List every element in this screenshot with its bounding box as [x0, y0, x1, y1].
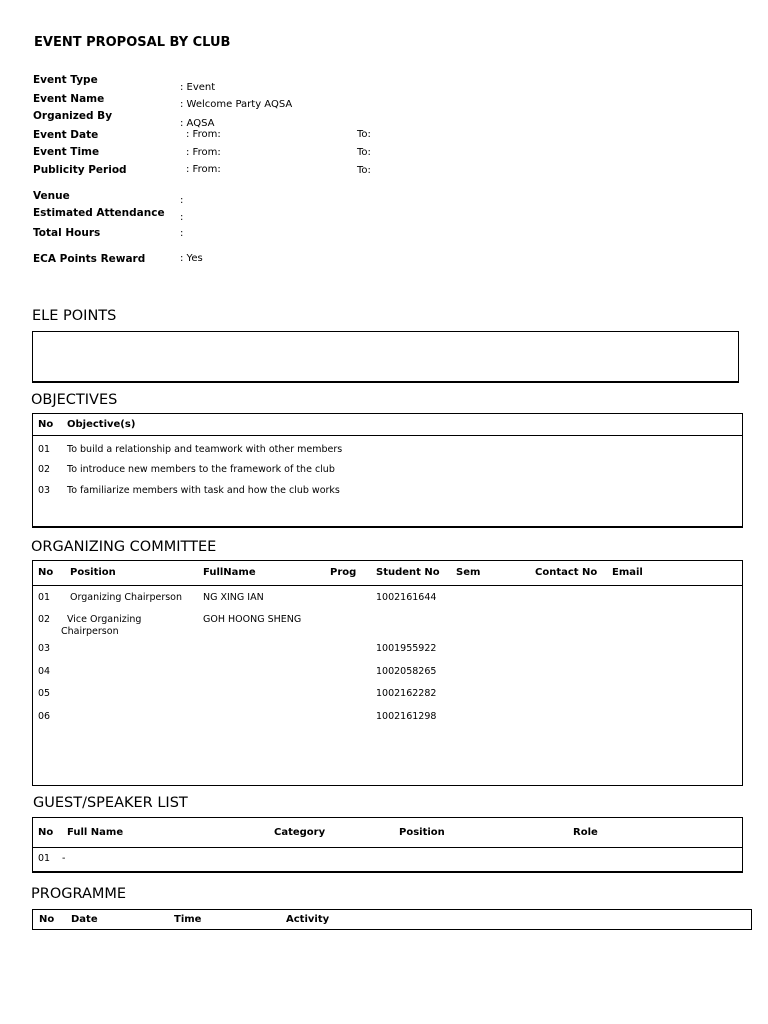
- row-student-no: 1002162282: [376, 688, 437, 699]
- row-no: 04: [38, 666, 51, 677]
- col-email: Email: [612, 567, 643, 578]
- row-no: 01: [38, 853, 51, 864]
- event-date-label: Event Date: [33, 129, 99, 141]
- row-position: Vice Organizing: [67, 614, 142, 625]
- event-name-label: Event Name: [33, 93, 105, 105]
- row-objective: To build a relationship and teamwork with other members: [67, 444, 343, 455]
- organized-by-label: Organized By: [33, 110, 113, 122]
- estimated-attendance-value: :: [180, 212, 184, 223]
- guests-heading: GUEST/SPEAKER LIST: [33, 795, 188, 811]
- col-time: Time: [174, 914, 202, 925]
- col-no: No: [38, 419, 54, 430]
- committee-heading: ORGANIZING COMMITTEE: [31, 539, 217, 555]
- committee-table: [32, 560, 743, 786]
- col-role: Role: [573, 827, 598, 838]
- col-prog: Prog: [330, 567, 357, 578]
- programme-table: [32, 909, 752, 930]
- col-activity: Activity: [286, 914, 330, 925]
- row-no: 02: [38, 464, 51, 475]
- row-position-line2: Chairperson: [61, 626, 119, 637]
- organized-by-value: : AQSA: [180, 118, 215, 129]
- row-no: 05: [38, 688, 51, 699]
- col-no: No: [39, 914, 55, 925]
- event-type-value: : Event: [180, 82, 216, 93]
- estimated-attendance-label: Estimated Attendance: [33, 207, 165, 219]
- row-student-no: 1002161298: [376, 711, 437, 722]
- col-no: No: [38, 827, 54, 838]
- objectives-table: [32, 413, 743, 528]
- programme-heading: PROGRAMME: [31, 886, 127, 902]
- row-student-no: 1002058265: [376, 666, 437, 677]
- guests-table: [32, 817, 743, 873]
- col-full-name: Full Name: [67, 827, 124, 838]
- row-student-no: 1002161644: [376, 592, 437, 603]
- ele-points-heading: ELE POINTS: [32, 308, 117, 324]
- col-objective: Objective(s): [67, 419, 136, 430]
- col-sem: Sem: [456, 567, 481, 578]
- row-no: 03: [38, 485, 51, 496]
- guests-header-row: [33, 818, 742, 848]
- event-date-to: To:: [357, 129, 371, 140]
- col-position: Position: [70, 567, 116, 578]
- publicity-period-to: To:: [357, 165, 371, 176]
- col-position: Position: [399, 827, 445, 838]
- row-fullname: NG XING IAN: [203, 592, 264, 603]
- col-contact-no: Contact No: [535, 567, 598, 578]
- venue-value: :: [180, 195, 184, 206]
- total-hours-label: Total Hours: [33, 227, 101, 239]
- row-fullname: GOH HOONG SHENG: [203, 614, 302, 625]
- total-hours-value: :: [180, 228, 184, 239]
- objectives-header-row: [33, 414, 742, 436]
- row-no: 02: [38, 614, 51, 625]
- event-type-label: Event Type: [33, 74, 98, 86]
- row-no: 01: [38, 592, 51, 603]
- event-time-label: Event Time: [33, 146, 100, 158]
- publicity-period-from: : From:: [186, 164, 221, 175]
- row-no: 03: [38, 643, 51, 654]
- row-objective: To introduce new members to the framework of the club: [67, 464, 335, 475]
- col-fullname: FullName: [203, 567, 256, 578]
- col-date: Date: [71, 914, 98, 925]
- event-name-value: : Welcome Party AQSA: [180, 99, 293, 110]
- row-no: 01: [38, 444, 51, 455]
- eca-points-label: ECA Points Reward: [33, 253, 146, 265]
- venue-label: Venue: [33, 190, 70, 202]
- page-title: EVENT PROPOSAL BY CLUB: [34, 35, 231, 50]
- event-time-from: : From:: [186, 147, 221, 158]
- col-student-no: Student No: [376, 567, 440, 578]
- publicity-period-label: Publicity Period: [33, 164, 127, 176]
- event-time-to: To:: [357, 147, 371, 158]
- committee-header-row: [33, 561, 742, 586]
- event-date-from: : From:: [186, 129, 221, 140]
- row-name: -: [62, 853, 66, 864]
- objectives-heading: OBJECTIVES: [31, 392, 118, 408]
- row-student-no: 1001955922: [376, 643, 437, 654]
- eca-points-value: : Yes: [180, 253, 203, 264]
- row-position: Organizing Chairperson: [70, 592, 183, 603]
- col-no: No: [38, 567, 54, 578]
- row-no: 06: [38, 711, 51, 722]
- col-category: Category: [274, 827, 326, 838]
- row-objective: To familiarize members with task and how the club works: [67, 485, 340, 496]
- ele-points-box: [32, 331, 739, 383]
